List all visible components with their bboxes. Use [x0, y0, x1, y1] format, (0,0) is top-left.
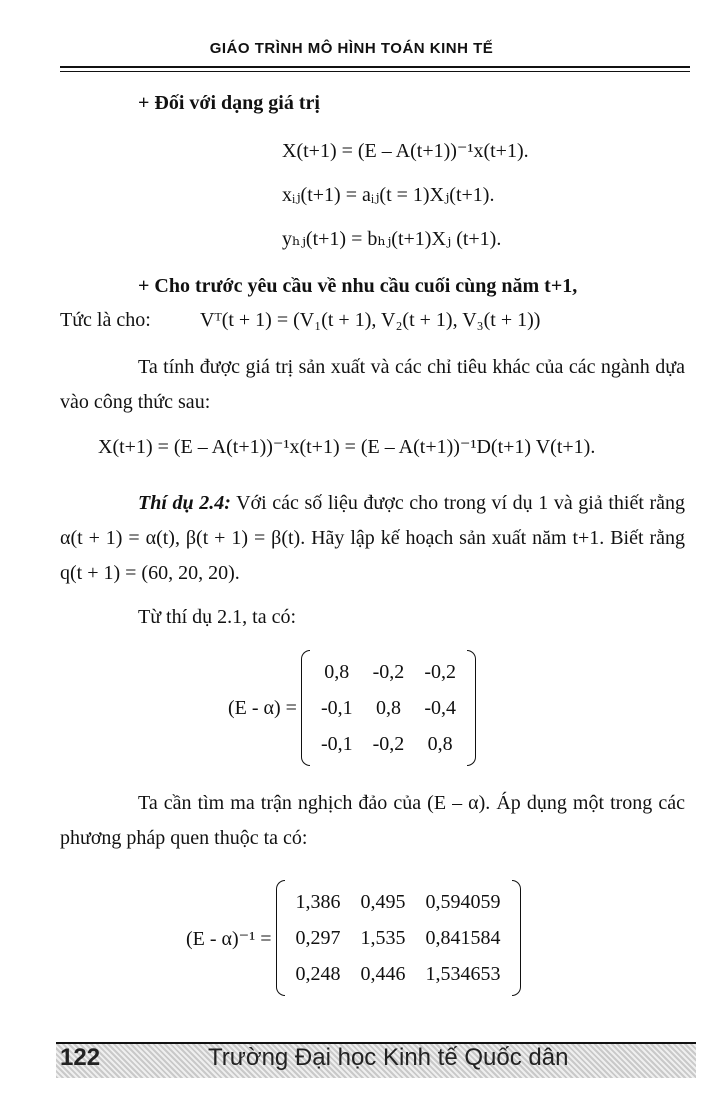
matrix-cell: 1,386: [295, 890, 341, 913]
equation-yhj: yₕⱼ(t+1) = bₕⱼ(t+1)Xⱼ (t+1).: [282, 228, 502, 250]
matrix-cell: -0,1: [320, 696, 353, 719]
matrix-cell: 0,8: [375, 696, 401, 719]
paragraph-compute: Ta tính được giá trị sản xuất và các chỉ tiêu khác của các ngành dựa vào công thức sau:: [60, 356, 685, 413]
matrix2-brackets: [276, 880, 521, 996]
example-paragraph: [60, 486, 685, 591]
equation-X: X(t+1) = (E – A(t+1))⁻¹x(t+1).: [282, 140, 529, 162]
matrix-row: [311, 690, 466, 726]
section-heading-value: + Đối với dạng giá trị: [138, 92, 320, 114]
matrix-cell: -0,2: [372, 660, 405, 683]
matrix-row: [286, 956, 511, 992]
example-label: Thí dụ 2.4:: [138, 492, 231, 514]
matrix-cell: 0,594059: [425, 890, 501, 913]
matrix-cell: 0,8: [324, 660, 350, 683]
matrix-row: [311, 726, 466, 762]
matrix-cell: 1,534653: [425, 962, 501, 985]
matrix-inverse: [186, 880, 521, 996]
equation-main: X(t+1) = (E – A(t+1))⁻¹x(t+1) = (E – A(t+1))⁻¹D(t+1) V(t+1).: [98, 436, 596, 458]
matrix-row: [286, 920, 511, 956]
matrix-cell: 0,841584: [425, 926, 501, 949]
matrix2-label: (E - α)⁻¹ =: [186, 927, 272, 950]
example-text: Với các số liệu được cho trong ví dụ 1 và giả thiết rằng α(t + 1) = α(t), β(t + 1) = β(t). Hãy lập kế hoạch sản xuất năm t+1. Biết rằng q(t + 1) = (60, 20, 20).: [60, 492, 685, 584]
page-number: 122: [60, 1044, 101, 1071]
matrix-row: [311, 654, 466, 690]
header-rule: [60, 66, 690, 68]
matrix1-brackets: [301, 650, 476, 766]
matrix-cell: 0,446: [360, 962, 406, 985]
section-heading-demand: + Cho trước yêu cầu về nhu cầu cuối cùng năm t+1,: [138, 275, 578, 297]
matrix1-grid: [311, 654, 466, 762]
matrix-cell: -0,1: [320, 732, 353, 755]
matrix-E-minus-alpha: [228, 650, 476, 766]
footer-school-name: Trường Đại học Kinh tế Quốc dân: [208, 1044, 569, 1071]
matrix-cell: -0,4: [424, 696, 456, 719]
paragraph-inverse: Ta cần tìm ma trận nghịch đảo của (E – α). Áp dụng một trong các phương pháp quen thuộc ta có:: [60, 792, 685, 849]
matrix-cell: 0,8: [427, 732, 453, 755]
matrix-cell: 0,248: [295, 962, 341, 985]
matrix2-grid: [286, 884, 511, 992]
header-title: GIÁO TRÌNH MÔ HÌNH TOÁN KINH TẾ: [209, 40, 494, 57]
matrix-cell: 0,495: [360, 890, 406, 913]
matrix-cell: -0,2: [424, 660, 456, 683]
matrix-cell: 0,297: [295, 926, 341, 949]
header-rule-thin: [60, 71, 690, 72]
matrix-row: [286, 884, 511, 920]
equation-xij: xᵢⱼ(t+1) = aᵢⱼ(t = 1)Xⱼ(t+1).: [282, 184, 495, 206]
matrix-cell: 1,535: [360, 926, 406, 949]
paragraph-from-example: Từ thí dụ 2.1, ta có:: [138, 606, 297, 628]
given-prefix: Tức là cho:: [60, 309, 151, 331]
matrix1-label: (E - α) =: [228, 696, 297, 719]
vector-V: Vᵀ(t + 1) = (V₁(t + 1), V₂(t + 1), V₃(t + 1)): [200, 309, 541, 331]
matrix-cell: -0,2: [372, 732, 405, 755]
